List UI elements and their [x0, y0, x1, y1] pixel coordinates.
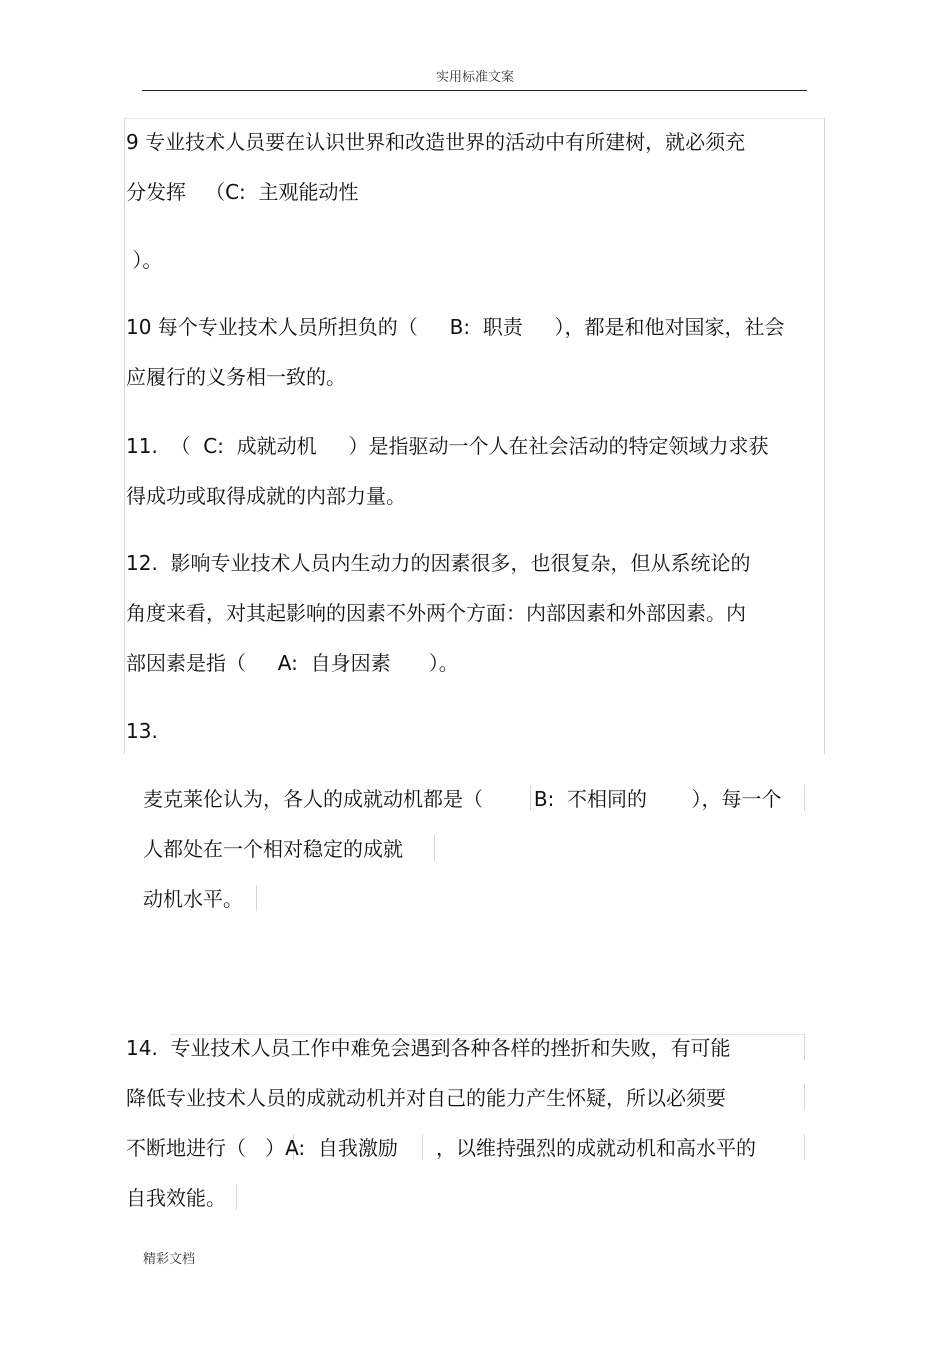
question-14-line-4: 自我效能。: [126, 1186, 226, 1210]
question-10-line-1: 10 每个专业技术人员所担负的（ B: 职责 ），都是和他对国家，社会: [126, 315, 785, 339]
question-9-line-3: ）。: [126, 248, 163, 272]
table-border-top: [124, 118, 824, 119]
question-14-line-1: 14. 专业技术人员工作中难免会遇到各种各样的挫折和失败，有可能: [126, 1036, 731, 1060]
page-footer: 精彩文档: [143, 1252, 196, 1267]
question-13-line-2: 人都处在一个相对稳定的成就: [143, 837, 403, 861]
cell-border: [804, 785, 805, 811]
question-9-line-2: 分发挥 （C: 主观能动性: [126, 180, 359, 204]
table-border-left: [124, 118, 125, 754]
cell-border: [236, 1184, 237, 1210]
question-12-line-2: 角度来看，对其起影响的因素不外两个方面：内部因素和外部因素。内: [126, 601, 746, 625]
cell-border: [804, 1034, 805, 1060]
question-12-line-1: 12. 影响专业技术人员内生动力的因素很多，也很复杂，但从系统论的: [126, 551, 751, 575]
question-11-line-2: 得成功或取得成就的内部力量。: [126, 484, 406, 508]
question-13-number: 13.: [126, 719, 158, 743]
cell-border: [804, 1134, 805, 1160]
cell-border: [256, 885, 257, 911]
question-10-line-2: 应履行的义务相一致的。: [126, 365, 346, 389]
question-14-line-2: 降低专业技术人员的成就动机并对自己的能力产生怀疑，所以必须要: [126, 1086, 726, 1110]
question-14-line-3: 不断地进行（ ）A: 自我激励 ，以维持强烈的成就动机和高水平的: [126, 1136, 756, 1160]
question-12-line-3: 部因素是指（ A: 自身因素 ）。: [126, 651, 459, 675]
cell-border: [804, 1084, 805, 1110]
header-divider: [142, 90, 807, 91]
table-border-right: [824, 118, 825, 754]
question-13-line-3: 动机水平。: [143, 887, 243, 911]
question-11-line-1: 11. （ C: 成就动机 ）是指驱动一个人在社会活动的特定领域力求获: [126, 434, 769, 458]
question-13-line-1: 麦克莱伦认为，各人的成就动机都是（ B: 不相同的 ），每一个: [143, 787, 782, 811]
question-9-line-1: 9 专业技术人员要在认识世界和改造世界的活动中有所建树，就必须充: [126, 130, 746, 154]
page-header: 实用标准文案: [435, 70, 514, 85]
cell-border: [434, 835, 435, 861]
